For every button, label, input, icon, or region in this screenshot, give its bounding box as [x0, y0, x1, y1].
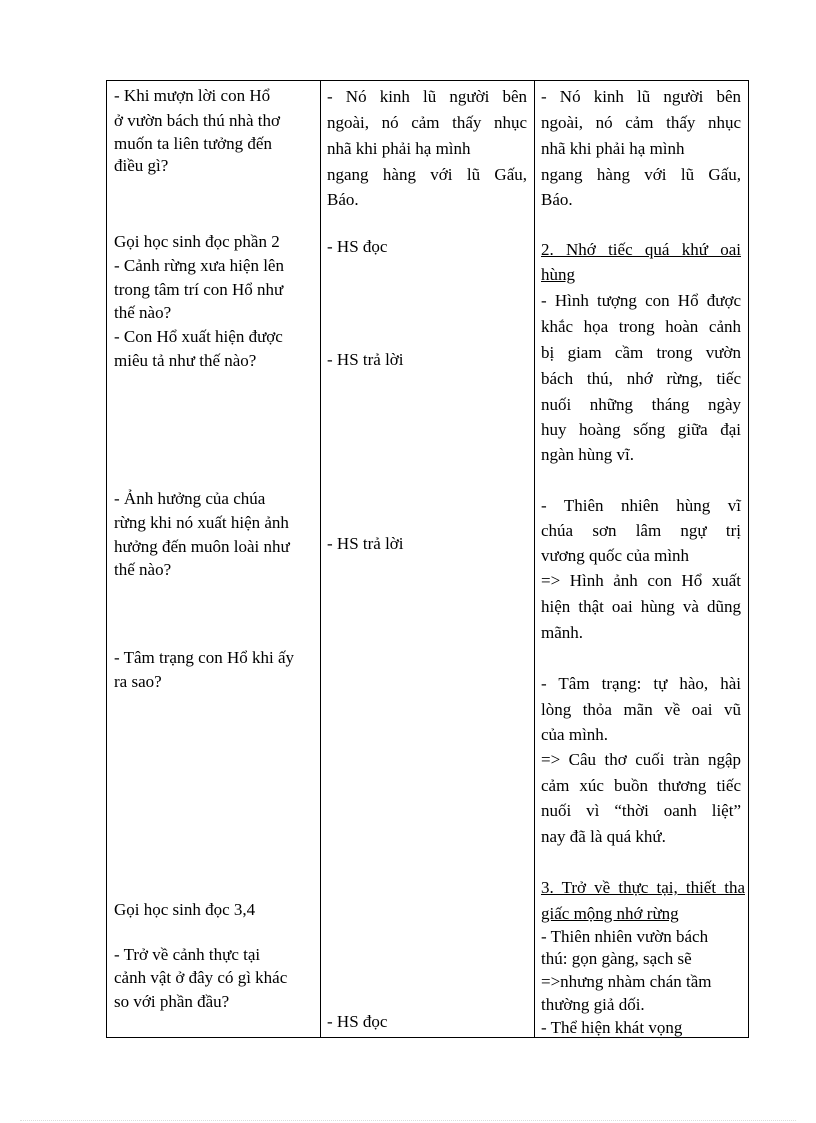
student-action: - HS đọc — [327, 1012, 388, 1031]
content-line: => Câu thơ cuối tràn ngập — [541, 750, 741, 769]
question-line: cảnh vật ở đây có gì khác — [114, 968, 288, 987]
question-line: - Trở về cảnh thực tại — [114, 945, 261, 964]
content-line: bị giam cầm trong vườn — [541, 343, 741, 362]
instruction-line: Gọi học sinh đọc phần 2 — [114, 232, 280, 251]
content-line: - Hình tượng con Hổ được — [541, 291, 741, 310]
content-line: Báo. — [541, 190, 573, 209]
answer-line: nhã khi phải hạ mình — [327, 139, 471, 158]
answer-line: - Nó kinh lũ người bên — [327, 87, 527, 106]
column-divider-2 — [534, 81, 535, 1037]
content-line: nuối vì “thời oanh liệt” — [541, 801, 741, 820]
question-line: thế nào? — [114, 303, 172, 322]
content-line: chúa sơn lâm ngự trị — [541, 521, 741, 540]
student-action: - HS trả lời — [327, 350, 404, 369]
content-line: thú: gọn gàng, sạch sẽ — [541, 949, 692, 968]
question-line: ở vườn bách thú nhà thơ — [114, 111, 281, 130]
question-line: - Con Hổ xuất hiện được — [114, 327, 283, 346]
question-line: trong tâm trí con Hổ như — [114, 280, 284, 299]
question-line: ra sao? — [114, 672, 162, 691]
content-line: - Thể hiện khát vọng — [541, 1018, 683, 1037]
question-line: - Ảnh hưởng của chúa — [114, 489, 266, 508]
content-line: hiện thật oai hùng và dũng — [541, 597, 741, 616]
content-line: - Thiên nhiên vườn bách — [541, 927, 709, 946]
content-line: nuối những tháng ngày — [541, 395, 741, 414]
answer-line: ngang hàng với lũ Gấu, — [327, 165, 527, 184]
content-line: nhã khi phải hạ mình — [541, 139, 685, 158]
question-line: muốn ta liên tưởng đến — [114, 134, 272, 153]
question-line: - Tâm trạng con Hổ khi ấy — [114, 648, 295, 667]
content-line: =>nhưng nhàm chán tầm — [541, 972, 712, 991]
question-line: - Cảnh rừng xưa hiện lên — [114, 256, 284, 275]
content-line: vương quốc của mình — [541, 546, 690, 565]
student-action: - HS trả lời — [327, 534, 404, 553]
question-line: - Khi mượn lời con Hổ — [114, 86, 271, 105]
content-line: mãnh. — [541, 623, 584, 642]
content-line: lòng thỏa mãn về oai vũ — [541, 700, 741, 719]
section-heading: hùng — [541, 265, 575, 284]
question-line: điều gì? — [114, 156, 169, 175]
question-line: hưởng đến muôn loài như — [114, 537, 290, 556]
instruction-line: Gọi học sinh đọc 3,4 — [114, 900, 256, 919]
content-line: của mình. — [541, 725, 609, 744]
section-heading: 2. Nhớ tiếc quá khứ oai — [541, 240, 741, 259]
question-line: so với phần đầu? — [114, 992, 230, 1011]
page-bottom-divider — [20, 1120, 796, 1121]
section-heading: giấc mộng nhớ rừng — [541, 904, 679, 923]
answer-line: Báo. — [327, 190, 359, 209]
content-line: - Nó kinh lũ người bên — [541, 87, 741, 106]
question-line: thế nào? — [114, 560, 172, 579]
content-line: thường giả dối. — [541, 995, 645, 1014]
content-line: khắc họa trong hoàn cảnh — [541, 317, 741, 336]
question-line: miêu tả như thế nào? — [114, 351, 257, 370]
content-line: - Tâm trạng: tự hào, hài — [541, 674, 741, 693]
content-line: => Hình ảnh con Hổ xuất — [541, 571, 741, 590]
content-line: ngoài, nó cảm thấy nhục — [541, 113, 741, 132]
content-line: cảm xúc buồn thương tiếc — [541, 776, 741, 795]
answer-line: ngoài, nó cảm thấy nhục — [327, 113, 527, 132]
content-line: - Thiên nhiên hùng vĩ — [541, 496, 741, 515]
question-line: rừng khi nó xuất hiện ảnh — [114, 513, 289, 532]
content-line: ngang hàng với lũ Gấu, — [541, 165, 741, 184]
column-divider-1 — [320, 81, 321, 1037]
section-heading: 3. Trở về thực tại, thiết tha — [541, 878, 745, 897]
content-line: bách thú, nhớ rừng, tiếc — [541, 369, 741, 388]
content-line: nay đã là quá khứ. — [541, 827, 666, 846]
content-line: ngàn hùng vĩ. — [541, 445, 635, 464]
lesson-table — [106, 80, 749, 1038]
content-line: huy hoàng sống giữa đại — [541, 420, 741, 439]
student-action: - HS đọc — [327, 237, 388, 256]
